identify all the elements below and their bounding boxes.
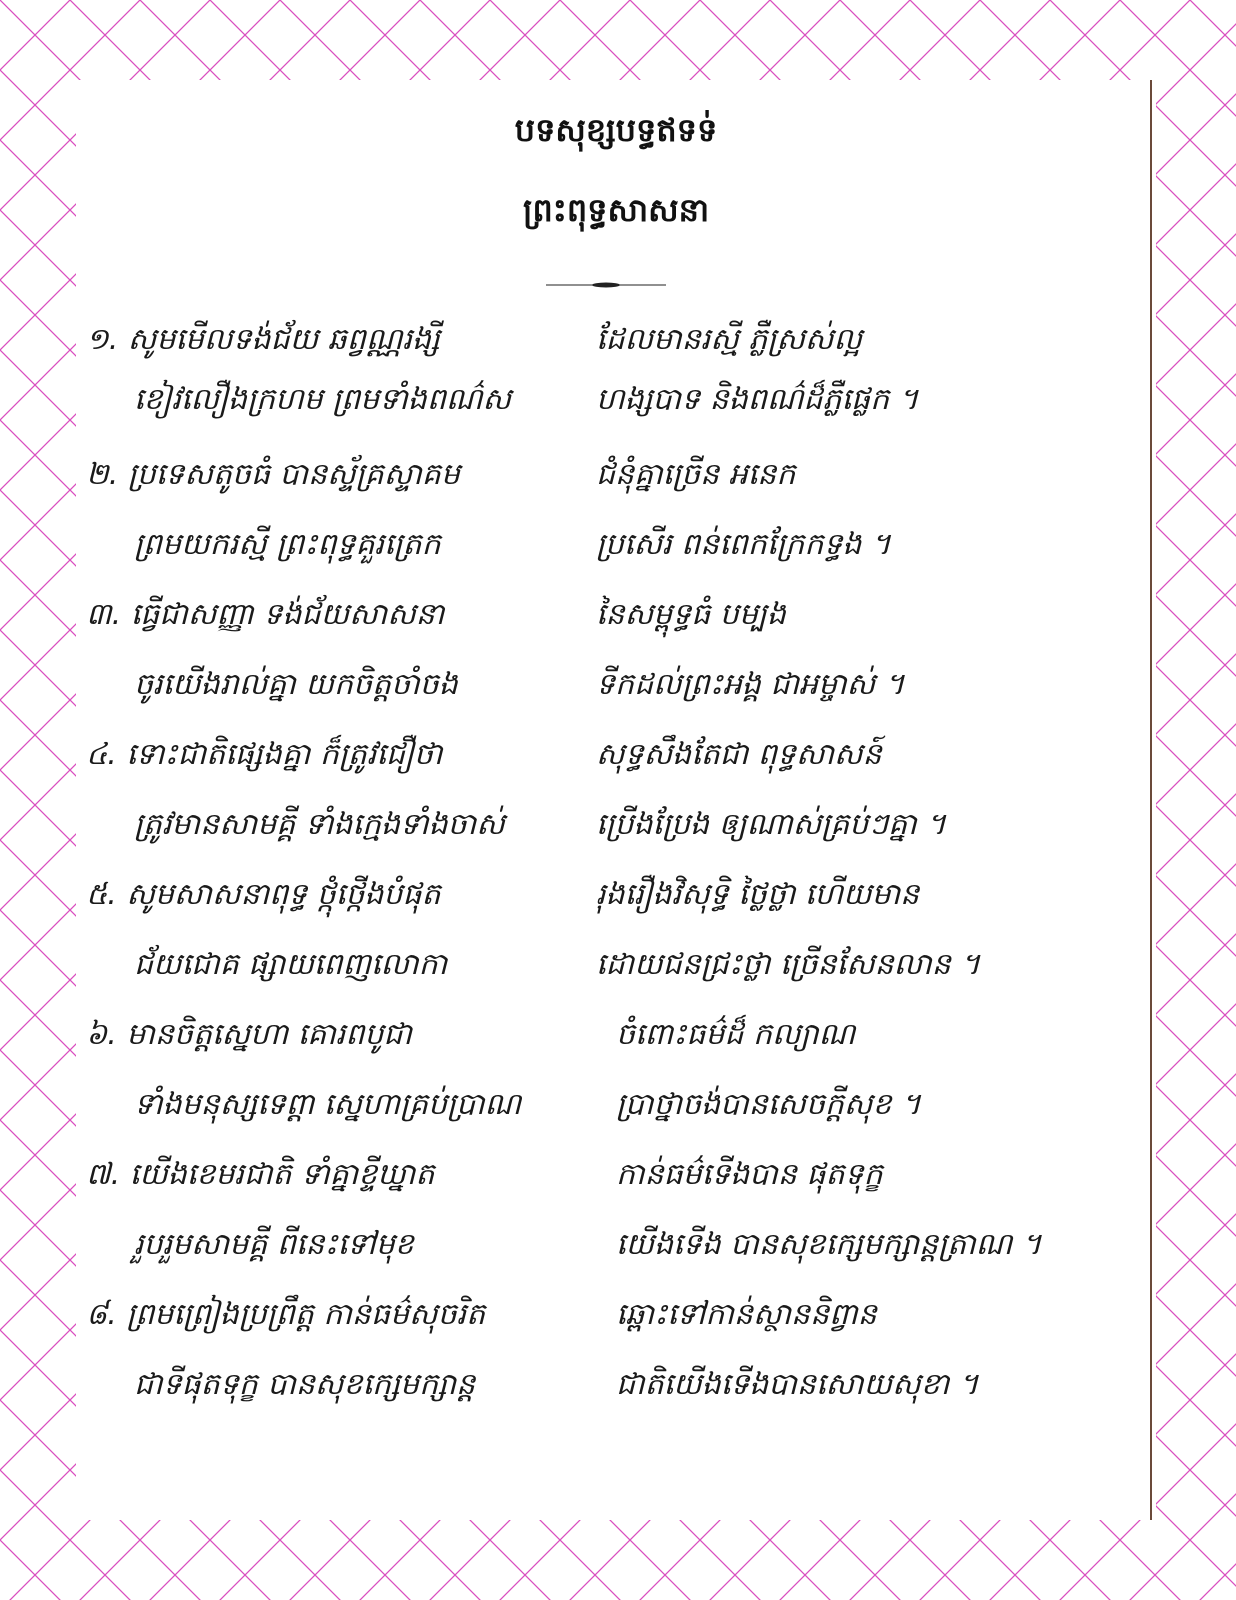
verse-text: រួបរួមសាមគ្គី ពីនេះទៅមុខ — [134, 1227, 414, 1262]
verse-text: ៧. យើងខេមរជាតិ ទាំគ្នាខ្ទីឃ្នាត — [86, 1157, 435, 1192]
verse-text: ទាំងមនុស្សទេព្តា ស្នេហាគ្រប់ប្រាណ — [134, 1087, 522, 1122]
verse-text: ហង្សបាទ និងពណ៌ដ៏ភ្លឺផ្លេក ។ — [596, 382, 919, 417]
verse-text: យើងទើង បានសុខក្សេមក្សាន្តត្រាណ ។ — [616, 1227, 1042, 1262]
verse-text: ៦. មានចិត្តស្នេហា គោរពបូជា — [86, 1017, 412, 1052]
verse-text: កាន់ធម៌ទើងបាន ផុតទុក្ខ — [616, 1157, 883, 1192]
verse-text: ដោយជនជ្រះថ្លា ច្រើនសែនលាន ។ — [596, 947, 981, 982]
verse-line — [76, 455, 1156, 515]
verse-line — [76, 805, 1156, 865]
verse-line — [76, 945, 1156, 1005]
verse-line — [76, 1015, 1156, 1075]
verse-text: ១. សូមមើលទង់ជ័យ ឆព្វណ្ណរង្សី — [86, 322, 440, 357]
verse-text: នៃសម្ពុទ្ធធំ បម្បង — [596, 597, 786, 632]
verse-line — [76, 1225, 1156, 1285]
verse-text: ចូរយើងរាល់គ្នា យកចិត្តចាំចង — [134, 667, 458, 702]
verse-line — [76, 875, 1156, 935]
verse-text: ប្រសើរ ពន់ពេកក្រែកទ្ធង ។ — [596, 527, 891, 562]
document-page — [76, 80, 1156, 1520]
verse-text: ៣. ធ្វើជាសញ្ញា ទង់ជ័យសាសនា — [86, 597, 445, 632]
verse-line — [76, 320, 1156, 380]
verse-text: ព្រមយករស្មី ព្រះពុទ្ធគួរត្រេក — [134, 527, 441, 562]
verse-text: ជ័យជោគ ផ្សាយពេញលោកា — [134, 947, 448, 982]
verse-text: ខៀវលឿងក្រហម ព្រមទាំងពណ៌ស — [134, 382, 512, 417]
page-edge-rule — [1150, 80, 1152, 1520]
verse-line — [76, 1085, 1156, 1145]
verse-text: ប្រាថ្នាចង់បានសេចក្តីសុខ ។ — [616, 1087, 921, 1122]
verse-text: ៤. ទោះជាតិផ្សេងគ្នា ក៏ត្រូវជឿថា — [86, 737, 443, 772]
verse-line — [76, 1365, 1156, 1425]
verse-text: សុទ្ធសឹងតែជា ពុទ្ធសាសន៍ — [596, 737, 882, 772]
document-subtitle: ព្រះពុទ្ធសាសនា — [522, 191, 710, 229]
verse-text: ត្រូវមានសាមគ្គី ទាំងក្មេងទាំងចាស់ — [134, 807, 505, 842]
verse-line — [76, 595, 1156, 655]
verse-line — [76, 735, 1156, 795]
verse-text: ជំនុំគ្នាច្រើន អនេក — [596, 457, 796, 492]
verse-text: ប្រើងប្រែង ឲ្យណាស់គ្រប់ៗគ្នា ។ — [596, 807, 946, 842]
verse-line — [76, 1155, 1156, 1215]
verse-text: ចំពោះធម៌ដ៏ កល្យាណ — [616, 1017, 856, 1052]
verse-text: ដែលមានរស្មី ភ្លឺស្រស់ល្អ — [596, 322, 863, 357]
verse-line — [76, 1295, 1156, 1355]
verse-line — [76, 380, 1156, 440]
verse-text: រុងរឿងវិសុទ្ធិ ថ្លៃថ្លា ហើយមាន — [596, 877, 920, 912]
verse-text: ៥. សូមសាសនាពុទ្ធ ថ្កុំថ្កើងបំផុត — [86, 877, 441, 912]
verse-text: ទីកដល់ព្រះអង្គ ជាអម្ចាស់ ។ — [596, 667, 905, 702]
verse-text: ឆ្ពោះទៅកាន់ស្ថាននិព្វាន — [616, 1297, 877, 1332]
document-title: បទសុខ្សបទ្ធឥទទ់ — [514, 111, 718, 149]
verse-text: ៨. ព្រមព្រៀងប្រព្រឹត្ត កាន់ធម៌សុចរិត — [86, 1297, 486, 1332]
verse-line — [76, 525, 1156, 585]
ornament-divider — [546, 280, 666, 290]
verse-text: ជាតិយើងទើងបានសោយសុខា ។ — [616, 1367, 979, 1402]
verse-text: ២. ប្រទេសតូចធំ បានស្ទ័គ្រស្ទាគម — [86, 457, 460, 492]
verse-line — [76, 665, 1156, 725]
verse-text: ជាទីផុតទុក្ខ បានសុខក្សេមក្សាន្ត — [134, 1367, 476, 1402]
